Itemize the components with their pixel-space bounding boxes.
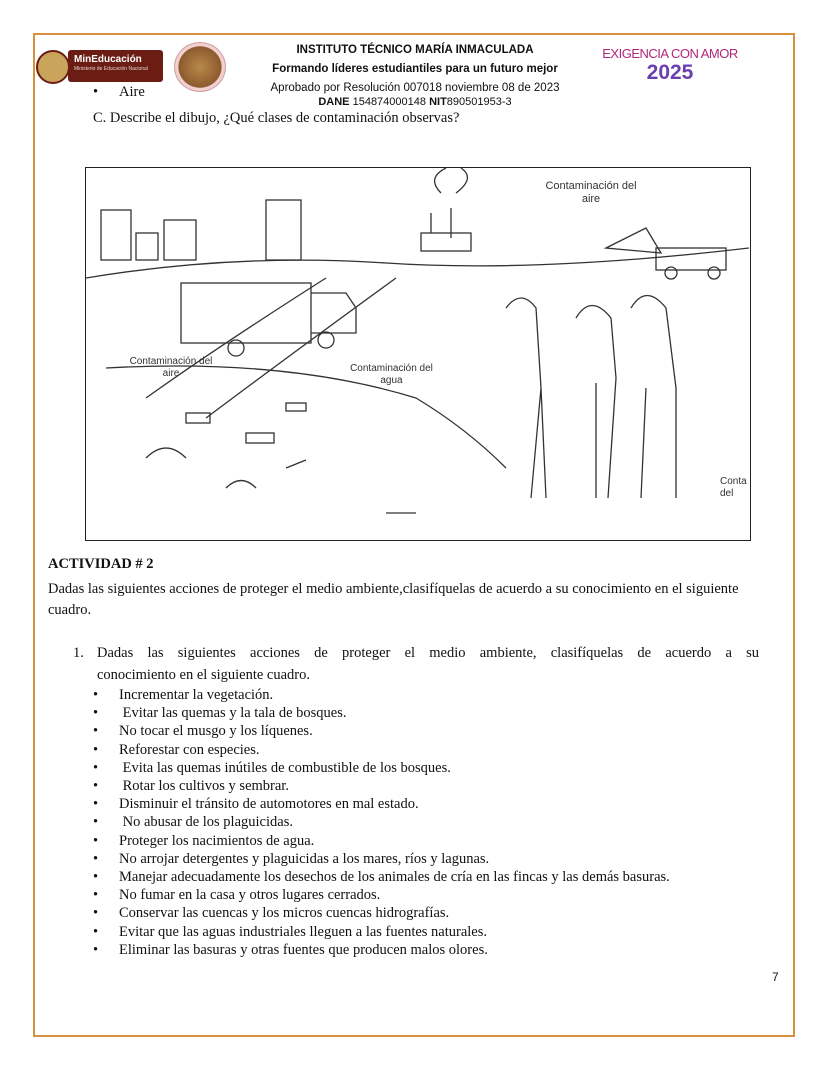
bullet-icon: • (93, 84, 99, 100)
item-text-line-1: Dadas las siguientes acciones de proteger el medio ambiente, clasifíquelas de acuerdo a su (97, 645, 759, 661)
bullet-icon: • (93, 778, 99, 794)
page-number: 7 (772, 970, 779, 984)
list-item (93, 886, 380, 904)
bullet-icon: • (93, 814, 99, 831)
list-item (93, 795, 419, 813)
list-item-text: No abusar de los plaguicidas. (119, 814, 293, 831)
list-item-text: Conservar las cuencas y los micros cuencas hidrografías. (119, 905, 450, 922)
item-number: 1. (73, 645, 84, 661)
list-item (93, 704, 347, 722)
list-item-text: Disminuir el tránsito de automotores en mal estado. (119, 796, 419, 813)
bullet-icon: • (93, 941, 99, 958)
institution-name: INSTITUTO TÉCNICO MARÍA INMACULADA (296, 44, 534, 56)
mineducacion-text: MinEducación (74, 54, 142, 65)
mineducacion-subtext: Ministerio de Educación Nacional (74, 66, 148, 72)
list-item-text: Rotar los cultivos y sembrar. (119, 778, 289, 794)
list-item-text: No fumar en la casa y otros lugares cerrados. (119, 887, 381, 904)
bullet-text: Aire (119, 84, 145, 100)
list-item-text: Proteger los nacimientos de agua. (119, 832, 315, 849)
list-item (93, 850, 489, 868)
bullet-icon: • (93, 687, 99, 703)
dane-value: 154874000148 (352, 96, 427, 108)
resolution-text: Aprobado por Resolución 007018 noviembre 08 de 2023 (270, 82, 560, 94)
nit-label: NIT (429, 96, 447, 108)
list-item-text: Evitar las quemas y la tala de bosques. (119, 705, 347, 722)
item-text-line-2: conocimiento en el siguiente cuadro. (97, 667, 310, 683)
list-item-text: Manejar adecuadamente los desechos de los animales de cría en las fincas y las demás basuras. (119, 869, 670, 885)
question-c: C. Describe el dibujo, ¿Qué clases de contaminación observas? (93, 110, 460, 126)
list-item (93, 868, 670, 886)
list-item (93, 813, 293, 831)
bullet-icon: • (93, 759, 99, 776)
bullet-icon: • (93, 869, 99, 885)
bullet-icon: • (93, 832, 99, 849)
slogan-text: EXIGENCIA CON AMOR (602, 46, 738, 61)
bullet-icon: • (93, 923, 99, 940)
list-item-text: Reforestar con especies. (119, 741, 260, 758)
nit-value: 890501953-3 (446, 96, 512, 108)
list-item (93, 923, 487, 941)
dane-label: DANE (318, 96, 350, 108)
list-item (93, 832, 314, 850)
label-air-pollution-top: Contaminación del aire (545, 180, 637, 205)
dane-nit-line (318, 96, 511, 109)
list-item-text: No tocar el musgo y los líquenes. (119, 723, 313, 740)
list-item-text: Eliminar las basuras y otras fuentes que producen malos olores. (119, 941, 488, 958)
list-item-text: Evita las quemas inútiles de combustible de los bosques. (119, 759, 451, 776)
list-item (93, 759, 451, 777)
slogan-year: 2025 (646, 61, 694, 84)
label-cut-off: Conta del (720, 476, 747, 499)
list-item (93, 741, 260, 759)
colombia-seal-logo (36, 50, 70, 84)
list-item (93, 777, 289, 795)
bullet-icon: • (93, 741, 99, 758)
previous-bullet (93, 84, 145, 101)
school-crest-logo (174, 42, 226, 92)
label-water-pollution: Contaminación del agua (350, 363, 433, 386)
slogan-logo (595, 46, 745, 84)
bullet-icon: • (93, 796, 99, 813)
list-item (93, 941, 488, 959)
list-item (93, 904, 449, 922)
bullet-icon: • (93, 850, 99, 867)
list-item (93, 722, 313, 740)
bullet-icon: • (93, 887, 99, 904)
label-air-pollution-left: Contaminación del aire (129, 356, 213, 379)
bullet-icon: • (93, 705, 99, 722)
pollution-illustration (85, 167, 751, 541)
list-item (93, 686, 273, 704)
bullet-icon: • (93, 905, 99, 922)
mineducacion-logo (68, 50, 163, 82)
bullet-icon: • (93, 723, 99, 740)
list-item-text: No arrojar detergentes y plaguicidas a los mares, ríos y lagunas. (119, 850, 490, 867)
list-item-text: Incrementar la vegetación. (119, 687, 274, 703)
list-item-text: Evitar que las aguas industriales lleguen a las fuentes naturales. (119, 923, 488, 940)
activity-title: ACTIVIDAD # 2 (48, 556, 154, 572)
activity-intro: Dadas las siguientes acciones de proteger el medio ambiente,clasifíquelas de acuerdo a su conocimiento en el siguiente cuadro. (48, 581, 739, 618)
institution-motto: Formando líderes estudiantiles para un futuro mejor (272, 63, 558, 75)
